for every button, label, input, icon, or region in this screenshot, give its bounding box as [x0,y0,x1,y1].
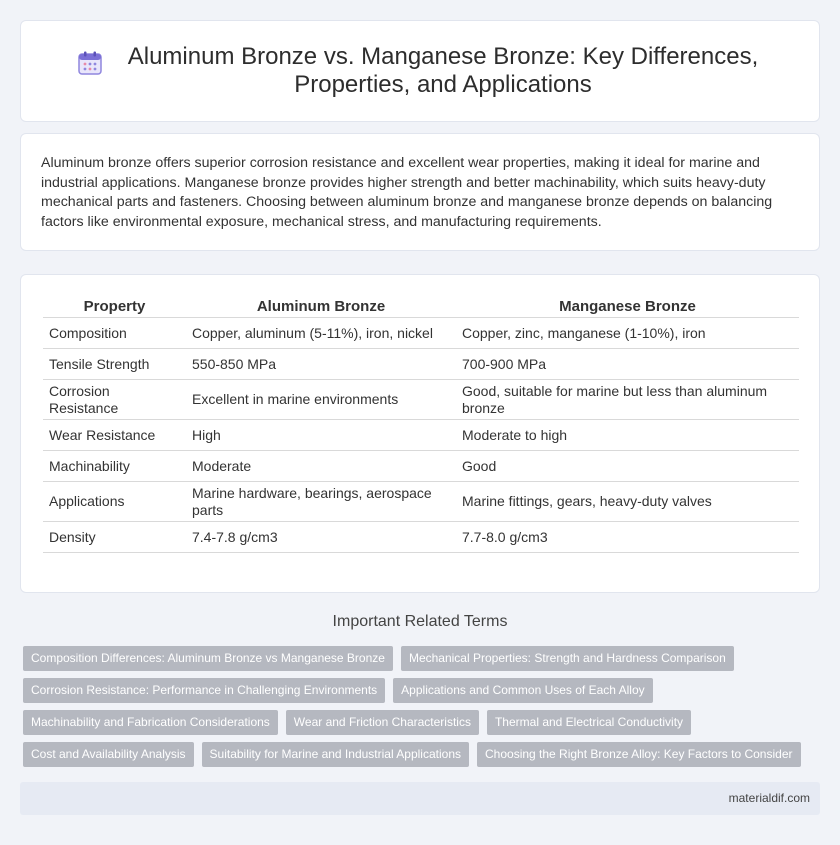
table-cell-property: Corrosion Resistance [43,380,186,420]
related-term-tag[interactable]: Corrosion Resistance: Performance in Challenging Environments [23,678,385,703]
table-cell-manganese: Marine fittings, gears, heavy-duty valves [456,482,799,522]
table-cell-aluminum: 7.4-7.8 g/cm3 [186,522,456,553]
tag-row [23,710,823,735]
table-cell-manganese: Good [456,451,799,482]
table-cell-aluminum: Moderate [186,451,456,482]
related-term-tag[interactable]: Thermal and Electrical Conductivity [487,710,691,735]
tag-row [23,742,823,767]
related-term-tag[interactable]: Composition Differences: Aluminum Bronze vs Manganese Bronze [23,646,393,671]
table-cell-property: Wear Resistance [43,420,186,451]
calendar-icon [77,50,103,76]
table-cell-property: Applications [43,482,186,522]
table-header-manganese-bronze: Manganese Bronze [456,295,799,318]
related-terms-title: Important Related Terms [332,613,508,630]
related-term-tag[interactable]: Applications and Common Uses of Each Alloy [393,678,652,703]
table-cell-manganese: Copper, zinc, manganese (1-10%), iron [456,318,799,349]
table-cell-property: Machinability [43,451,186,482]
related-term-tag[interactable]: Suitability for Marine and Industrial Applications [202,742,469,767]
tag-row [23,678,823,703]
table-row [43,482,799,522]
comparison-table-card [20,274,820,593]
footer-site-link[interactable]: materialdif.com [728,791,810,805]
intro-paragraph: Aluminum bronze offers superior corrosion resistance and excellent wear properties, making it ideal for marine and industrial applications. Manganese bronze provides higher strength and better machinability, which suits heavy-duty mechanical parts and fasteners. Choosing between aluminum bronze and manganese bronze depends on balancing factors like environmental exposure, mechanical stress, and manufacturing requirements. [41,155,773,230]
tag-row [23,646,823,671]
table-cell-manganese: Moderate to high [456,420,799,451]
table-cell-property: Composition [43,318,186,349]
intro-card [20,133,820,251]
related-term-tag[interactable]: Cost and Availability Analysis [23,742,194,767]
table-row [43,318,799,349]
table-cell-property: Tensile Strength [43,349,186,380]
table-row [43,522,799,553]
related-terms-tags [23,646,823,774]
header-card [20,20,820,122]
header-inner [70,43,770,99]
table-cell-aluminum: 550-850 MPa [186,349,456,380]
table-header-property: Property [43,295,186,318]
table-cell-property: Density [43,522,186,553]
related-term-tag[interactable]: Mechanical Properties: Strength and Hardness Comparison [401,646,734,671]
table-cell-aluminum: High [186,420,456,451]
related-term-tag[interactable]: Wear and Friction Characteristics [286,710,479,735]
table-header-aluminum-bronze: Aluminum Bronze [186,295,456,318]
comparison-table [43,295,799,553]
table-row [43,380,799,420]
table-row [43,349,799,380]
table-cell-manganese: Good, suitable for marine but less than aluminum bronze [456,380,799,420]
page-title: Aluminum Bronze vs. Manganese Bronze: Key Differences, Properties, and Applications [127,43,759,98]
table-cell-aluminum: Excellent in marine environments [186,380,456,420]
table-cell-manganese: 7.7-8.0 g/cm3 [456,522,799,553]
related-term-tag[interactable]: Machinability and Fabrication Considerations [23,710,278,735]
related-term-tag[interactable]: Choosing the Right Bronze Alloy: Key Factors to Consider [477,742,801,767]
table-cell-manganese: 700-900 MPa [456,349,799,380]
table-cell-aluminum: Marine hardware, bearings, aerospace parts [186,482,456,522]
table-header-row [43,295,799,318]
table-row [43,451,799,482]
table-cell-aluminum: Copper, aluminum (5-11%), iron, nickel [186,318,456,349]
table-row [43,420,799,451]
footer-bar [20,782,820,815]
